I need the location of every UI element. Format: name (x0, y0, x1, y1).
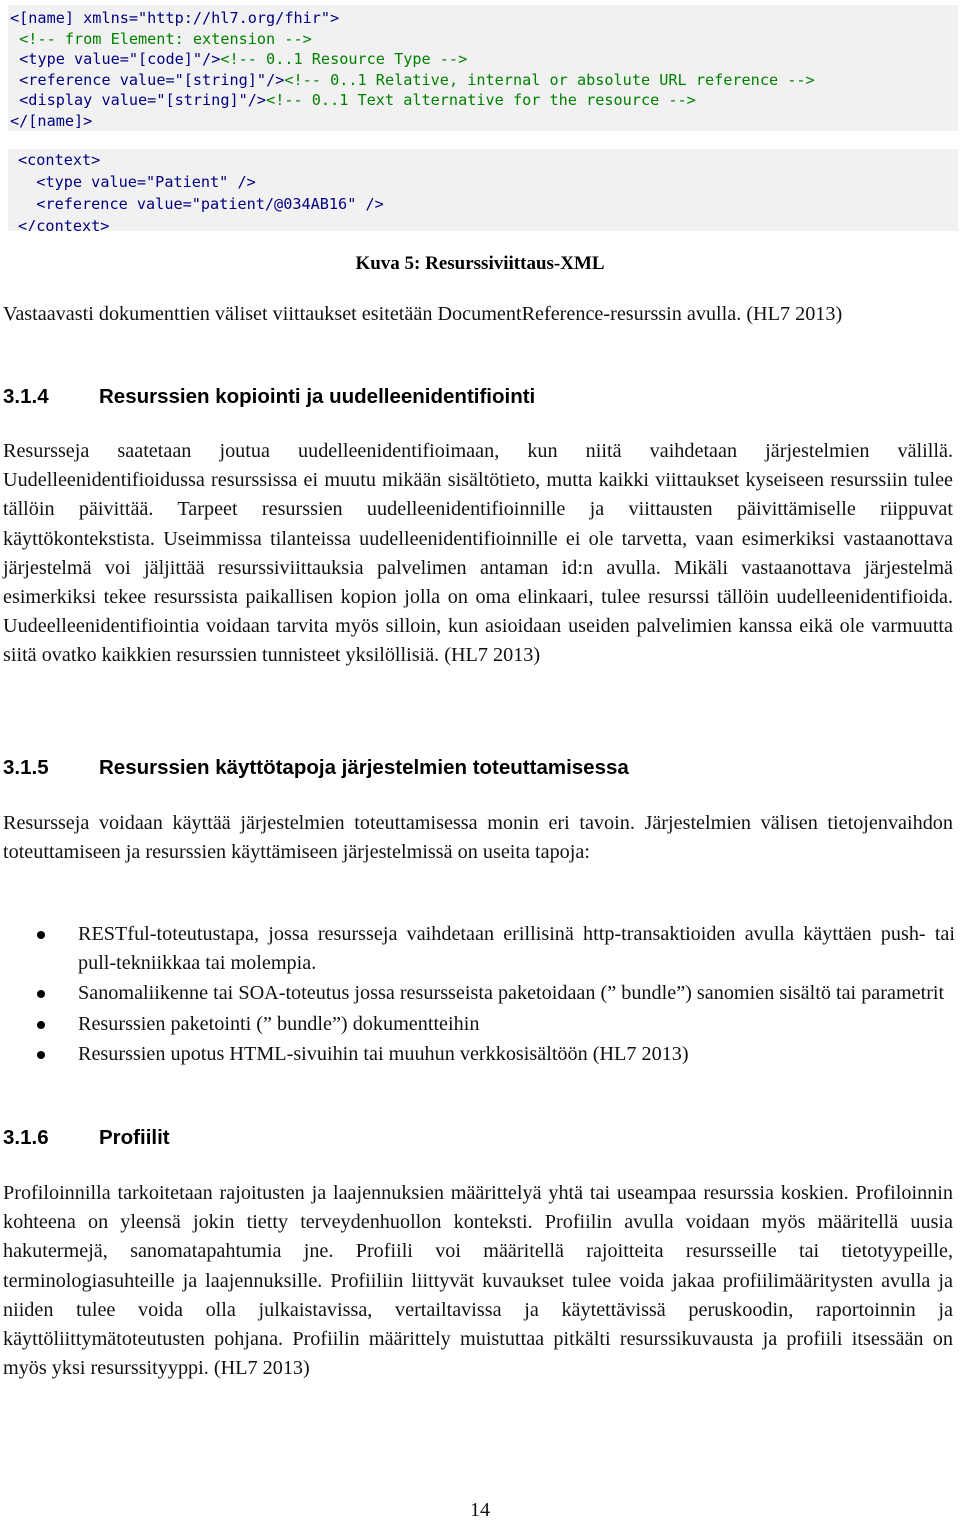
code-line (18, 193, 958, 215)
section-title: Resurssien käyttötapoja järjestelmien toteuttamisessa (99, 756, 629, 779)
code-token (18, 195, 36, 213)
code-token: <display (19, 91, 102, 109)
figure-caption: Kuva 5: Resurssiviittaus-XML (355, 253, 605, 274)
bullet-icon (37, 990, 45, 998)
section-number: 3.1.4 (3, 385, 49, 408)
code-token: <!-- 0..1 Relative, internal or absolute URL reference --> (284, 70, 815, 89)
page-number: 14 (470, 1499, 490, 1521)
code-snippet-context-xml (8, 149, 958, 231)
usage-methods-list (0, 920, 955, 1070)
code-line (18, 149, 958, 171)
paragraph-profiles: Profiloinnilla tarkoitetaan rajoitusten ja laajennuksien määrittelyä yhtä tai useampaa resurssia koskien. Profiloinnin kohteena on yleensä jokin tietty terveydenhuollon konteksti. Profiilin avulla voidaan myös määritellä uusia hakutermejä, sanomatapahtumia jne. Profiili voi määritellä rajoitteita resursseille tai tietotyypeille, terminologiasuhteille ja laajennuksille. Profiiliin liittyvät kuvaukset tulee voida jakaa profiilimääritysten avulla ja niiden tulee voida olla julkaistavissa, vertailtavissa ja käytettävissä peruskoodin, raportoinnin ja käyttöliittymätoteutusten pohjana. Profiilin määrittely muistuttaa pitkälti resurssikuvausta ja profiili itsessään on myös yksi resurssityyppi. (HL7 2013) (3, 1182, 953, 1380)
code-token: /> (356, 195, 384, 213)
code-snippet-reference-xml (8, 5, 958, 131)
paragraph-usage-methods: Resursseja voidaan käyttää järjestelmien toteuttamisessa monin eri tavoin. Järjestelmien välisen tietojenvaihdon toteuttamiseen ja resurssien käyttämiseen järjestelmissä on useita tapoja: (3, 812, 953, 864)
code-token: /> (202, 50, 221, 68)
code-token: <context> (18, 151, 101, 169)
code-line (10, 49, 958, 70)
code-token: value="patient/@034AB16" (136, 195, 357, 213)
code-line (10, 29, 958, 50)
code-line (10, 111, 958, 132)
list-item: Resurssien upotus HTML-sivuihin tai muuhun verkkosisältöön (HL7 2013) (0, 1040, 955, 1069)
bullet-icon (37, 1051, 45, 1059)
code-token: /> (266, 70, 285, 89)
section-number: 3.1.5 (3, 756, 49, 779)
code-token (18, 173, 36, 191)
code-token: <type (19, 50, 75, 68)
bullet-icon (37, 1021, 45, 1029)
code-token (10, 71, 19, 89)
section-number: 3.1.6 (3, 1126, 49, 1149)
code-token (10, 30, 19, 48)
code-token: </context> (18, 217, 110, 231)
code-line (10, 8, 958, 29)
paragraph-document-reference: Vastaavasti dokumenttien väliset viittaukset esitetään DocumentReference-resurssin avulla. (HL7 2013) (3, 303, 843, 325)
code-token: xmlns="http://hl7.org/fhir" (83, 9, 331, 27)
code-line (18, 171, 958, 193)
code-token: </[name]> (10, 111, 93, 130)
code-line (18, 215, 958, 231)
code-token: /> (247, 91, 267, 109)
code-token (10, 50, 19, 68)
code-token: value="[code]" (74, 50, 203, 68)
code-token: <!-- 0..1 Text alternative for the resource --> (266, 91, 696, 109)
code-token: <reference (19, 70, 120, 89)
code-token: <!-- from Element: extension --> (19, 29, 312, 48)
list-item: Sanomaliikenne tai SOA-toteutus jossa resursseista paketoidaan (” bundle”) sanomien sisältö tai parametrit (0, 979, 955, 1008)
bullet-icon (37, 931, 45, 939)
code-line (10, 90, 958, 111)
code-token: value="Patient" (91, 173, 229, 191)
list-item: Resurssien paketointi (” bundle”) dokumentteihin (0, 1010, 955, 1039)
paragraph-reidentification: Resursseja saatetaan joutua uudelleenidentifioimaan, kun niitä vaihdetaan järjestelmien välillä. Uudelleenidentifioidussa resurssissa ei muutu mikään sisältötieto, mutta kaikki viittaukset kyseiseen resurssiin tulee tällöin päivittää. Tarpeet resurssien uudelleenidentifioinnille ja viittausten päivittämiselle riippuvat käyttökontekstista. Useimmissa tilanteissa uudelleenidentifioinnille ei ole tarvetta, vaan esimerkiksi vastaanottava järjestelmä voi jäljittää resurssiviittauksia palvelimen antaman id:n avulla. Mikäli vastaanottava järjestelmä esimerkiksi tekee resurssista paikallisen kopion jolla on oma elinkaari, tulee resurssi tällöin uudelleenidentifioida. Uudeelleenidentifiointia voidaan tarvita myös silloin, kun asioidaan useiden palvelimien kanssa eikä ole varmuutta siitä ovatko kaikkien resurssien tunnisteet yksilöllisiä. (HL7 2013) (3, 440, 953, 667)
code-token: <!-- 0..1 Resource Type --> (220, 50, 468, 68)
section-title: Profiilit (99, 1126, 170, 1149)
code-token: <reference (36, 195, 137, 213)
section-heading-3-1-6 (3, 1125, 170, 1151)
code-line (10, 70, 958, 91)
code-token: <[name] (10, 9, 84, 27)
code-token: > (330, 9, 340, 27)
code-token: /> (228, 173, 256, 191)
code-token: value="[string]" (119, 70, 267, 89)
section-heading-3-1-5 (3, 755, 629, 781)
section-title: Resurssien kopiointi ja uudelleenidentifiointi (99, 385, 536, 408)
code-token: value="[string]" (101, 91, 248, 109)
code-token (10, 91, 19, 109)
list-item: RESTful-toteutustapa, jossa resursseja vaihdetaan erillisinä http-transaktioiden avulla käyttäen push- tai pull-tekniikkaa tai molempia. (0, 920, 955, 978)
code-token: <type (36, 173, 92, 191)
section-heading-3-1-4 (3, 384, 535, 410)
